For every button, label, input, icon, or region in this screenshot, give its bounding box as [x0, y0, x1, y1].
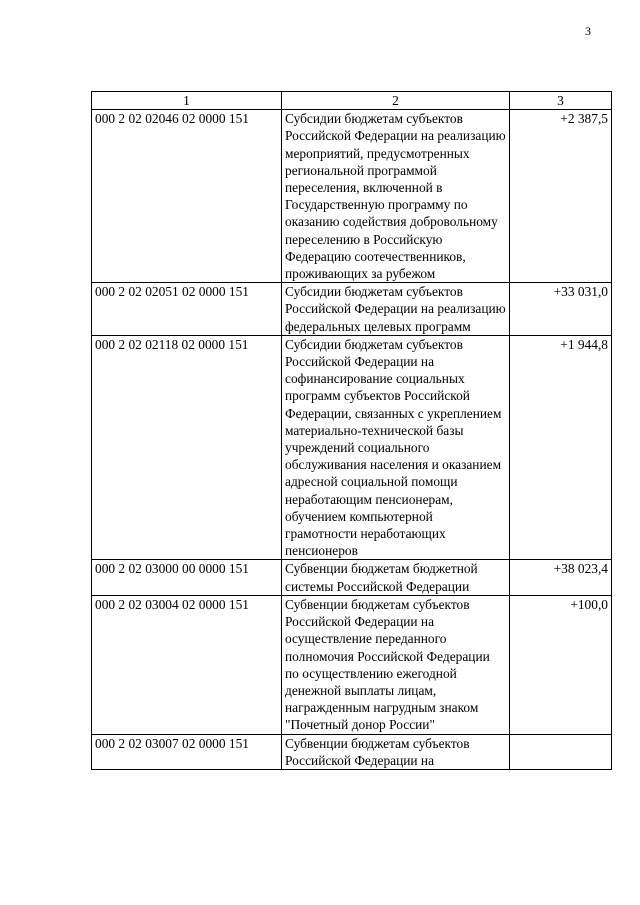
- row-code: 000 2 02 02118 02 0000 151: [92, 335, 282, 560]
- table-row: [92, 335, 612, 560]
- row-amount: [510, 734, 612, 769]
- row-code: 000 2 02 03004 02 0000 151: [92, 595, 282, 734]
- table-row: [92, 595, 612, 734]
- column-header-description: 2: [282, 92, 510, 110]
- table-header-row: [92, 92, 612, 110]
- row-amount: +33 031,0: [510, 283, 612, 336]
- row-description: Субвенции бюджетам субъектов Российской Федерации на: [282, 734, 510, 769]
- column-header-code: 1: [92, 92, 282, 110]
- table-row: [92, 283, 612, 336]
- row-amount: +2 387,5: [510, 110, 612, 283]
- table-row: [92, 110, 612, 283]
- row-description: Субвенции бюджетам бюджетной системы Российской Федерации: [282, 560, 510, 595]
- row-amount: +1 944,8: [510, 335, 612, 560]
- row-code: 000 2 02 03000 00 0000 151: [92, 560, 282, 595]
- row-code: 000 2 02 02051 02 0000 151: [92, 283, 282, 336]
- row-description: Субсидии бюджетам субъектов Российской Федерации на реализацию федеральных целевых программ: [282, 283, 510, 336]
- column-header-amount: 3: [510, 92, 612, 110]
- row-amount: +100,0: [510, 595, 612, 734]
- row-code: 000 2 02 03007 02 0000 151: [92, 734, 282, 769]
- row-amount: +38 023,4: [510, 560, 612, 595]
- row-description: Субсидии бюджетам субъектов Российской Федерации на реализацию мероприятий, предусмотренных региональной программой переселения, включенной в Государственную программу по оказанию содействия добровольному переселению в Российскую Федерацию соотечественников, проживающих за рубежом: [282, 110, 510, 283]
- row-description: Субсидии бюджетам субъектов Российской Федерации на софинансирование социальных программ субъектов Российской Федерации, связанных с укреплением материально-технической базы учреждений социального обслуживания населения и оказанием адресной социальной помощи неработающим пенсионерам, обучением компьютерной грамотности неработающих пенсионеров: [282, 335, 510, 560]
- row-description: Субвенции бюджетам субъектов Российской Федерации на осуществление переданного полномочия Российской Федерации по осуществлению ежегодной денежной выплаты лицам, награжденным нагрудным знаком "Почетный донор России": [282, 595, 510, 734]
- row-code: 000 2 02 02046 02 0000 151: [92, 110, 282, 283]
- page-number: 3: [585, 24, 591, 38]
- budget-table: [91, 91, 612, 770]
- table-row: [92, 560, 612, 595]
- table-row: [92, 734, 612, 769]
